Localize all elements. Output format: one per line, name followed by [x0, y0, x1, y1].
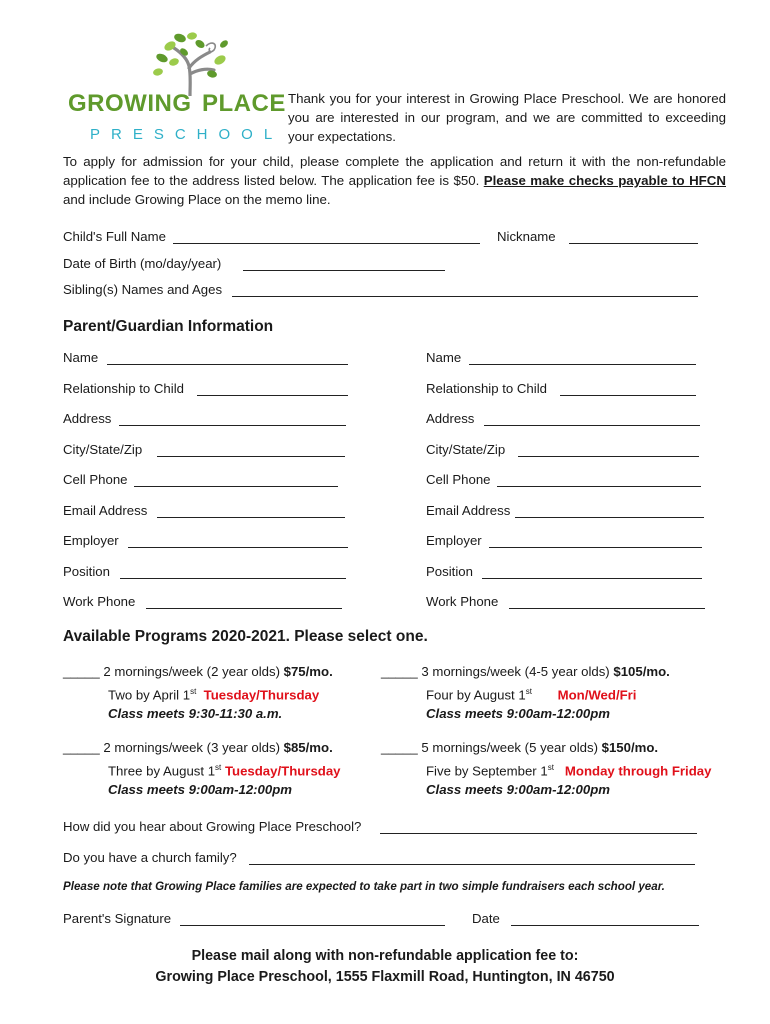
program-option-2[interactable] [381, 662, 670, 724]
hear-about-field[interactable] [380, 833, 697, 834]
parent1-employer-label: Employer [63, 533, 119, 548]
parent2-name-label: Name [426, 350, 462, 365]
parent1-work-phone-field[interactable] [146, 608, 342, 609]
parent1-work-phone-label: Work Phone [63, 594, 136, 609]
dob-field[interactable] [243, 270, 445, 271]
program-1-sup: st [190, 686, 197, 696]
school-logo [66, 30, 286, 145]
program-4-sup: st [547, 762, 554, 772]
program-1-days: Tuesday/Thursday [203, 686, 320, 702]
program-1-age: Two by April 1 [108, 686, 191, 702]
program-2-age: Four by August 1 [426, 686, 526, 702]
logo-word-place: PLACE [202, 90, 286, 117]
parent2-address-field[interactable] [484, 425, 700, 426]
siblings-field[interactable] [232, 296, 698, 297]
program-2-days: Mon/Wed/Fri [557, 686, 637, 702]
program-1-time: Class meets 9:30-11:30 a.m. [108, 706, 283, 722]
program-1-price: $75/mo. [283, 664, 333, 679]
siblings-label: Sibling(s) Names and Ages [63, 282, 223, 297]
hear-about-label: How did you hear about Growing Place Preschool? [63, 819, 362, 834]
child-full-name-field[interactable] [173, 243, 480, 244]
parent1-employer-field[interactable] [128, 547, 348, 548]
parent1-relationship-field[interactable] [197, 395, 348, 396]
program-2-time: Class meets 9:00am-12:00pm [426, 706, 610, 722]
programs-heading: Available Programs 2020-2021. Please select one. [63, 628, 428, 645]
signature-label: Parent's Signature [63, 911, 172, 926]
program-4-desc: 5 mornings/week (5 year olds) [417, 740, 602, 755]
fundraiser-note: Please note that Growing Place families are expected to take part in two simple fundraisers each school year. [63, 880, 665, 893]
logo-subtitle: PRESCHOOL [90, 126, 284, 143]
program-2-sup: st [525, 686, 532, 696]
child-full-name-label: Child's Full Name [63, 229, 166, 244]
parent1-cell-field[interactable] [134, 486, 338, 487]
program-2-desc: 3 mornings/week (4-5 year olds) [417, 664, 614, 679]
program-4-time: Class meets 9:00am-12:00pm [426, 782, 610, 798]
program-option-4[interactable] [381, 738, 711, 800]
program-4-days: Monday through Friday [564, 762, 712, 778]
parent1-address-field[interactable] [119, 425, 346, 426]
nickname-field[interactable] [569, 243, 698, 244]
program-3-days: Tuesday/Thursday [224, 762, 341, 778]
program-4-age: Five by September 1 [426, 762, 548, 778]
program-3-price: $85/mo. [283, 740, 333, 755]
program-3-age: Three by August 1 [108, 762, 216, 778]
parent-guardian-heading: Parent/Guardian Information [63, 318, 274, 335]
instructions-text: To apply for admission for your child, please complete the application and return it with the non-refundable application fee to the address listed below. The application fee is $50. [63, 154, 726, 188]
church-family-label: Do you have a church family? [63, 850, 237, 865]
parent2-position-field[interactable] [482, 578, 702, 579]
date-label: Date [472, 911, 500, 926]
program-2-blank[interactable]: _____ [381, 664, 418, 679]
parent1-name-label: Name [63, 350, 99, 365]
parent2-relationship-field[interactable] [560, 395, 696, 396]
program-4-price: $150/mo. [601, 740, 659, 755]
parent2-email-label: Email Address [426, 503, 511, 518]
program-3-blank[interactable]: _____ [63, 740, 100, 755]
parent1-city-field[interactable] [157, 456, 345, 457]
program-4-blank[interactable]: _____ [381, 740, 418, 755]
parent1-relationship-label: Relationship to Child [63, 381, 184, 396]
church-family-field[interactable] [249, 864, 695, 865]
parent1-email-field[interactable] [157, 517, 345, 518]
program-1-blank[interactable]: _____ [63, 664, 100, 679]
date-field[interactable] [511, 925, 699, 926]
program-3-time: Class meets 9:00am-12:00pm [108, 782, 292, 798]
parent2-employer-field[interactable] [489, 547, 702, 548]
parent2-email-field[interactable] [515, 517, 704, 518]
footer-mail-instructions: Please mail along with non-refundable application fee to: [191, 948, 579, 964]
parent1-cell-label: Cell Phone [63, 472, 128, 487]
parent2-position-label: Position [426, 564, 473, 579]
program-3-sup: st [215, 762, 222, 772]
logo-word-growing: GROWING [68, 90, 192, 117]
footer-address: Growing Place Preschool, 1555 Flaxmill Road, Huntington, IN 46750 [155, 969, 615, 985]
parent2-cell-label: Cell Phone [426, 472, 491, 487]
parent1-position-label: Position [63, 564, 110, 579]
parent2-address-label: Address [426, 411, 475, 426]
parent1-city-label: City/State/Zip [63, 442, 143, 457]
tree-icon [150, 30, 230, 96]
checks-payable-note: Please make checks payable to HFCN [483, 173, 726, 188]
parent2-work-phone-field[interactable] [509, 608, 705, 609]
dob-label: Date of Birth (mo/day/year) [63, 256, 222, 271]
parent2-work-phone-label: Work Phone [426, 594, 499, 609]
program-option-1[interactable] [63, 662, 333, 724]
parent2-name-field[interactable] [469, 364, 696, 365]
instructions-paragraph [63, 152, 726, 209]
program-1-desc: 2 mornings/week (2 year olds) [99, 664, 284, 679]
program-2-price: $105/mo. [613, 664, 670, 679]
parent2-city-label: City/State/Zip [426, 442, 506, 457]
signature-field[interactable] [180, 925, 445, 926]
parent1-address-label: Address [63, 411, 112, 426]
program-3-desc: 2 mornings/week (3 year olds) [99, 740, 284, 755]
instructions-after: and include Growing Place on the memo line. [63, 192, 331, 207]
parent1-name-field[interactable] [107, 364, 348, 365]
parent1-position-field[interactable] [120, 578, 346, 579]
parent2-employer-label: Employer [426, 533, 482, 548]
intro-text: Thank you for your interest in Growing Place Preschool. We are honored you are interested in our program, and we are committed to exceeding your expectations. [288, 91, 726, 144]
nickname-label: Nickname [497, 229, 556, 244]
parent2-relationship-label: Relationship to Child [426, 381, 547, 396]
parent2-cell-field[interactable] [497, 486, 701, 487]
parent2-city-field[interactable] [518, 456, 699, 457]
parent1-email-label: Email Address [63, 503, 148, 518]
program-option-3[interactable] [63, 738, 341, 800]
